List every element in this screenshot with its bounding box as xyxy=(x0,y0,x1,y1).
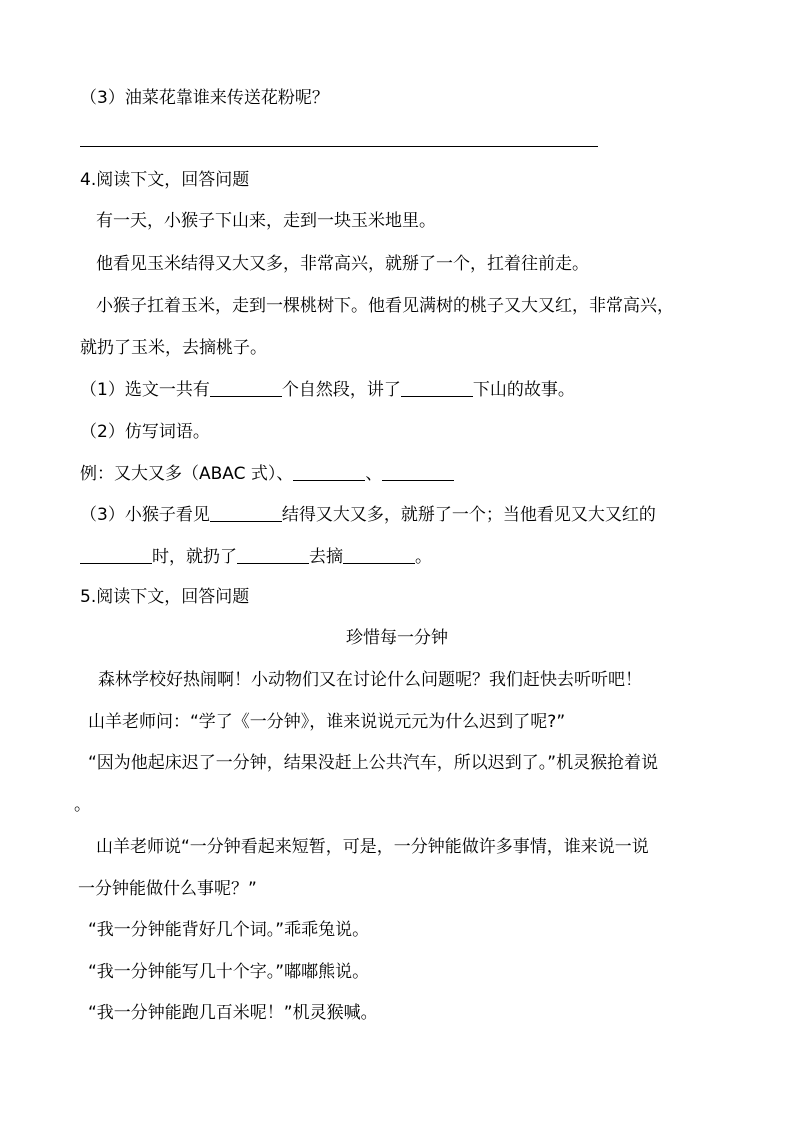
passage-paragraph: “我一分钟能跑几百米呢！”机灵猴喊。 xyxy=(88,1003,378,1023)
question-5-heading: 5.阅读下文，回答问题 xyxy=(80,587,250,607)
passage-paragraph: 森林学校好热闹啊！小动物们又在讨论什么问题呢？我们赶快去听听吧！ xyxy=(98,670,642,690)
item-text: 去摘 xyxy=(309,547,343,567)
passage-paragraph: 小猴子扛着玉米，走到一棵桃树下。他看见满树的桃子又大又红，非常高兴， xyxy=(96,296,674,316)
passage-paragraph-continued: 。 xyxy=(74,795,91,815)
fill-blank[interactable] xyxy=(343,547,415,564)
passage-paragraph: 山羊老师说“一分钟看起来短暂，可是，一分钟能做许多事情，谁来说一说 xyxy=(96,837,649,857)
question-4-example xyxy=(80,464,454,484)
question-3-item-3: （3）油菜花靠谁来传送花粉呢？ xyxy=(80,88,329,108)
question-4-item-3-continued xyxy=(80,547,432,567)
item-text: 结得又大又多，就掰了一个；当他看见又大又红的 xyxy=(281,505,656,525)
question-4-heading: 4.阅读下文，回答问题 xyxy=(80,170,250,190)
passage-paragraph-continued: 就扔了玉米，去摘桃子。 xyxy=(80,338,267,358)
question-4-item-2: （2）仿写词语。 xyxy=(80,422,210,442)
item-text: 下山的故事。 xyxy=(472,380,575,400)
example-text: 例：又大又多（ABAC 式）、 xyxy=(80,464,294,484)
item-text: 。 xyxy=(415,547,432,567)
passage-paragraph: “因为他起床迟了一分钟，结果没赶上公共汽车，所以迟到了。”机灵猴抢着说 xyxy=(88,753,659,773)
separator: 、 xyxy=(365,464,383,484)
fill-blank[interactable] xyxy=(210,505,282,522)
passage-paragraph-continued: 一分钟能做什么事呢？” xyxy=(78,879,257,899)
question-4-item-3 xyxy=(80,505,656,525)
question-4-item-1 xyxy=(80,380,575,400)
fill-blank[interactable] xyxy=(293,464,365,481)
answer-line xyxy=(80,146,598,147)
passage-paragraph: “我一分钟能背好几个词。”乖乖兔说。 xyxy=(88,920,370,940)
item-text: 时，就扔了 xyxy=(152,547,237,567)
fill-blank[interactable] xyxy=(401,380,473,397)
passage-paragraph: 有一天，小猴子下山来，走到一块玉米地里。 xyxy=(96,211,436,231)
passage-title: 珍惜每一分钟 xyxy=(346,628,448,648)
passage-paragraph: 山羊老师问：“学了《一分钟》，谁来说说元元为什么迟到了呢?” xyxy=(88,712,566,732)
item-text: 个自然段，讲了 xyxy=(281,380,401,400)
fill-blank[interactable] xyxy=(80,547,152,564)
fill-blank[interactable] xyxy=(237,547,309,564)
passage-paragraph: 他看见玉米结得又大又多，非常高兴，就掰了一个，扛着往前走。 xyxy=(96,254,589,274)
fill-blank[interactable] xyxy=(382,464,454,481)
item-text: （1）选文一共有 xyxy=(80,380,210,400)
passage-paragraph: “我一分钟能写几十个字。”嘟嘟熊说。 xyxy=(88,962,370,982)
fill-blank[interactable] xyxy=(210,380,282,397)
item-text: （3）小猴子看见 xyxy=(80,505,210,525)
